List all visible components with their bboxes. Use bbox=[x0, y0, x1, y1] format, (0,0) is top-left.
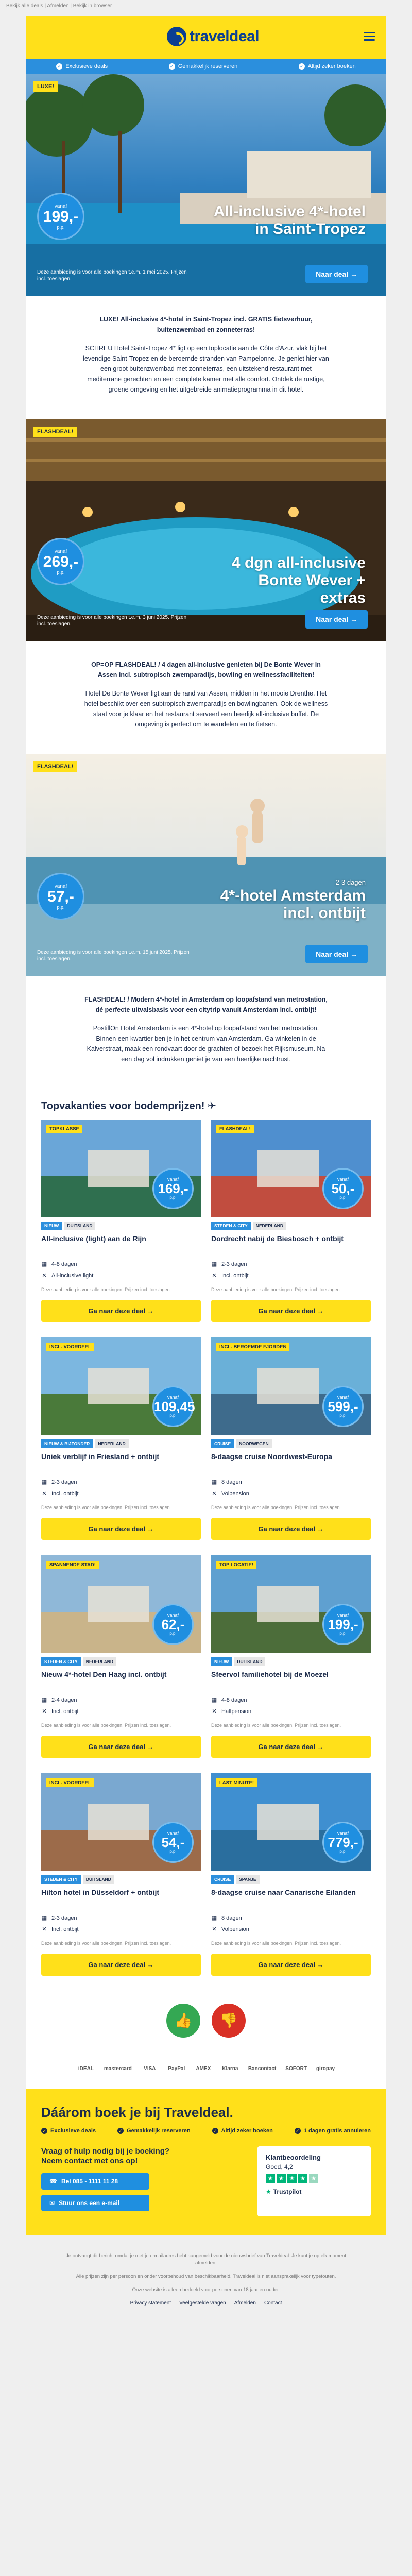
calendar-icon: ▦ bbox=[211, 1697, 217, 1703]
deal-body: PostillOn Hotel Amsterdam is een 4*-hotel op loopafstand van het metrostation. Binnen een kwartier ben je in het centrum van Amsterdam. Ga winkelen in de Kalverstraat, maak een rondvaart door de grachten of bezoek het Rijksmuseum. Na een dag vol indrukken geniet je van een heerlijke nachtrust. bbox=[87, 1025, 325, 1063]
usp-bar bbox=[26, 59, 386, 74]
check-icon: ✓ bbox=[56, 63, 62, 70]
card-image bbox=[41, 1337, 201, 1435]
why-usp: ✓ 1 dagen gratis annuleren bbox=[295, 2128, 371, 2134]
payment-logo: VISA bbox=[144, 2066, 156, 2072]
footer-links bbox=[57, 2300, 355, 2307]
card-chips bbox=[41, 1871, 201, 1888]
star-icon: ★ bbox=[287, 2174, 297, 2183]
country-chip: SPANJE bbox=[236, 1875, 259, 1884]
card-board: ✕ Incl. ontbijt bbox=[41, 1706, 201, 1717]
price-badge: vanaf 199,- p.p. bbox=[37, 193, 84, 240]
card-tag: INCL. BEROEMDE FJORDEN bbox=[216, 1343, 289, 1351]
deal-description bbox=[26, 976, 386, 1089]
review-title: Klantbeoordeling bbox=[266, 2154, 321, 2161]
card-board: ✕ Volpension bbox=[211, 1488, 371, 1499]
why-usp: ✓ Altijd zeker boeken bbox=[212, 2128, 273, 2134]
usp-item: ✓ Exclusieve deals bbox=[56, 63, 108, 70]
deal-card[interactable] bbox=[211, 1337, 371, 1540]
deal-description bbox=[26, 296, 386, 419]
check-icon: ✓ bbox=[41, 2128, 47, 2134]
card-chips bbox=[41, 1435, 201, 1452]
why-usps bbox=[41, 2128, 371, 2134]
card-title[interactable]: Nieuw 4*-hotel Den Haag incl. ontbijt bbox=[41, 1670, 167, 1679]
card-tag: FLASHDEAL! bbox=[216, 1125, 254, 1133]
cutlery-icon: ✕ bbox=[212, 1708, 217, 1715]
review-score: Goed, 4,2 bbox=[266, 2163, 293, 2171]
logo-icon bbox=[167, 27, 186, 46]
deal-tag: FLASHDEAL! bbox=[33, 427, 77, 437]
deal-cta-button[interactable]: Naar deal → bbox=[305, 945, 368, 963]
payment-logo: mastercard bbox=[104, 2066, 132, 2072]
contact-left bbox=[41, 2146, 175, 2216]
card-board: ✕ All-inclusive light bbox=[41, 1270, 201, 1281]
card-tag: SPANNENDE STAD! bbox=[46, 1561, 99, 1569]
mail-icon: ✉ bbox=[49, 2199, 55, 2207]
card-note: Deze aanbieding is voor alle boekingen. Prijzen incl. toeslagen. bbox=[41, 1505, 171, 1510]
check-icon: ✓ bbox=[299, 63, 305, 70]
cutlery-icon: ✕ bbox=[42, 1708, 47, 1715]
payment-logo: AMEX bbox=[196, 2066, 211, 2072]
payment-logo: SOFORT bbox=[285, 2066, 307, 2072]
card-days: ▦ 8 dagen bbox=[211, 1477, 371, 1488]
contact-question: Vraag of hulp nodig bij je boeking? Neem contact met ons op! bbox=[41, 2147, 170, 2165]
country-chip: NEDERLAND bbox=[95, 1439, 128, 1448]
star-icon: ★ bbox=[298, 2174, 307, 2183]
footer-link[interactable]: Veelgestelde vragen bbox=[179, 2300, 226, 2306]
phone-icon: ☎ bbox=[49, 2178, 57, 2185]
card-image bbox=[41, 1120, 201, 1217]
category-chip: STEDEN & CITY bbox=[41, 1657, 81, 1666]
card-title[interactable]: Sfeervol familiehotel bij de Moezel bbox=[211, 1670, 329, 1679]
usp-item: ✓ Gemakkelijk reserveren bbox=[169, 63, 238, 70]
card-title[interactable]: 8-daagse cruise naar Canarische Eilanden bbox=[211, 1888, 356, 1896]
footer-link[interactable]: Privacy statement bbox=[130, 2300, 171, 2306]
card-days: ▦ 4-8 dagen bbox=[211, 1694, 371, 1706]
rating-stars bbox=[266, 2174, 363, 2183]
card-image bbox=[211, 1120, 371, 1217]
price-badge: vanaf 169,- p.p. bbox=[152, 1168, 194, 1209]
card-board: ✕ Halfpension bbox=[211, 1706, 371, 1717]
deal-card[interactable] bbox=[41, 1773, 201, 1976]
deal-title: 2-3 dagen 4*-hotel Amsterdam incl. ontbijt bbox=[216, 878, 366, 922]
card-image bbox=[211, 1337, 371, 1435]
deal-hero[interactable] bbox=[26, 754, 386, 976]
deal-lead: LUXE! All-inclusive 4*-hotel in Saint-Tropez incl. GRATIS fietsverhuur, buitenzwembad en zonneterras! bbox=[99, 316, 313, 333]
price-badge: vanaf 269,- p.p. bbox=[37, 538, 84, 585]
logo[interactable] bbox=[167, 27, 259, 46]
card-note: Deze aanbieding is voor alle boekingen. Prijzen incl. toeslagen. bbox=[211, 1287, 341, 1292]
deal-body: Hotel De Bonte Wever ligt aan de rand van Assen, midden in het mooie Drenthe. Het hotel beschikt over een subtropisch zwemparadijs en bowlingbanen. Ook de wellness staat voor je klaar en het restaurant serveert een heerlijk all-inclusive buffet. De omgeving is perfect om te wandelen en te fietsen. bbox=[84, 690, 328, 728]
review-box[interactable] bbox=[258, 2146, 371, 2216]
cutlery-icon: ✕ bbox=[42, 1273, 47, 1279]
deal-card[interactable] bbox=[211, 1555, 371, 1758]
price-badge: vanaf 50,- p.p. bbox=[322, 1168, 364, 1209]
card-chips bbox=[211, 1653, 371, 1670]
category-chip: CRUISE bbox=[211, 1875, 234, 1884]
deal-card[interactable] bbox=[41, 1337, 201, 1540]
price-badge: vanaf 57,- p.p. bbox=[37, 873, 84, 920]
unsubscribe-link[interactable]: Afmelden bbox=[47, 3, 69, 9]
price-badge: vanaf 199,- p.p. bbox=[322, 1604, 364, 1645]
check-icon: ✓ bbox=[295, 2128, 301, 2134]
card-board: ✕ Incl. ontbijt bbox=[211, 1270, 371, 1281]
card-chips bbox=[211, 1217, 371, 1234]
card-note: Deze aanbieding is voor alle boekingen. Prijzen incl. toeslagen. bbox=[41, 1287, 171, 1292]
usp-item: ✓ Altijd zeker boeken bbox=[299, 63, 356, 70]
browser-link[interactable]: Bekijk in browser bbox=[73, 3, 112, 9]
deal-card[interactable] bbox=[211, 1773, 371, 1976]
card-cta-button[interactable]: Ga naar deze deal → bbox=[41, 1518, 201, 1540]
calendar-icon: ▦ bbox=[211, 1479, 217, 1485]
email-body bbox=[26, 16, 386, 2317]
cutlery-icon: ✕ bbox=[212, 1273, 217, 1279]
country-chip: DUITSLAND bbox=[64, 1222, 95, 1230]
deal-hero[interactable] bbox=[26, 419, 386, 641]
check-icon: ✓ bbox=[117, 2128, 124, 2134]
card-image bbox=[41, 1555, 201, 1653]
card-title[interactable]: 8-daagse cruise Noordwest-Europa bbox=[211, 1452, 332, 1461]
card-cta-button[interactable]: Ga naar deze deal → bbox=[211, 1736, 371, 1758]
logo-text: traveldeal bbox=[190, 28, 260, 45]
hero-image bbox=[26, 419, 386, 641]
price-badge: vanaf 779,- p.p. bbox=[322, 1822, 364, 1863]
card-tag: TOPKLASSE bbox=[46, 1125, 82, 1133]
card-cta-button[interactable]: Ga naar deze deal → bbox=[41, 1736, 201, 1758]
calendar-icon: ▦ bbox=[41, 1915, 47, 1921]
payment-logo: Bancontact bbox=[248, 2066, 277, 2072]
card-days: ▦ 2-3 dagen bbox=[211, 1259, 371, 1270]
card-cta-button[interactable]: Ga naar deze deal → bbox=[211, 1518, 371, 1540]
thumbs-up-icon[interactable]: 👍 bbox=[166, 2004, 200, 2038]
deal-lead: OP=OP FLASHDEAL! / 4 dagen all-inclusive genieten bij De Bonte Wever in Assen incl. subtropisch zwemparadijs, bowling en wellnessfaciliteiten! bbox=[91, 661, 321, 679]
deal-card[interactable] bbox=[41, 1120, 201, 1322]
preheader: Bekijk alle deals | Afmelden | Bekijk in browser bbox=[6, 3, 112, 9]
deal-cta-button[interactable]: Naar deal → bbox=[305, 610, 368, 629]
check-icon: ✓ bbox=[169, 63, 175, 70]
footer-text: Je ontvangt dit bericht omdat je met je e-mailadres hebt aangemeld voor de nieuwsbrief van Traveldeal. Je kunt je op elk moment afmelden. bbox=[66, 2253, 346, 2266]
card-note: Deze aanbieding is voor alle boekingen. Prijzen incl. toeslagen. bbox=[211, 1941, 341, 1946]
card-chips bbox=[211, 1435, 371, 1452]
payment-logo: Klarna bbox=[222, 2066, 238, 2072]
card-title[interactable]: Dordrecht nabij de Biesbosch + ontbijt bbox=[211, 1234, 344, 1243]
payment-logo: PayPal bbox=[168, 2066, 185, 2072]
card-note: Deze aanbieding is voor alle boekingen. Prijzen incl. toeslagen. bbox=[211, 1505, 341, 1510]
card-note: Deze aanbieding is voor alle boekingen. Prijzen incl. toeslagen. bbox=[41, 1941, 171, 1946]
deal-title: All-inclusive 4*-hotel in Saint-Tropez bbox=[213, 203, 366, 238]
why-section bbox=[26, 2089, 386, 2235]
cutlery-icon: ✕ bbox=[212, 1926, 217, 1933]
card-days: ▦ 4-8 dagen bbox=[41, 1259, 201, 1270]
trustpilot-logo: ★ Trustpilot bbox=[266, 2188, 302, 2195]
calendar-icon: ▦ bbox=[41, 1479, 47, 1485]
card-days: ▦ 2-3 dagen bbox=[41, 1477, 201, 1488]
deal-note: Deze aanbieding is voor alle boekingen t.e.m. 15 juni 2025. Prijzen incl. toeslagen. bbox=[37, 950, 190, 962]
deal-body: SCHREU Hotel Saint-Tropez 4* ligt op een toplocatie aan de Côte d'Azur, vlak bij het levendige Saint-Tropez en de beroemde stranden van Pampelonne. Je geniet hier van een groot buitenzwembad met zonneterras, een uitstekend restaurant met mediterrane gerechten en een complete kamer met alle comfort. Ontdek de rustige, groene omgeving en het uitgebreide animatieprogramma in dit hotel. bbox=[83, 345, 329, 393]
card-chips bbox=[211, 1871, 371, 1888]
card-tag: INCL. VOORDEEL bbox=[46, 1343, 94, 1351]
category-chip: CRUISE bbox=[211, 1439, 234, 1448]
section-title: Topvakanties voor bodemprijzen! ✈ bbox=[41, 1100, 216, 1112]
calendar-icon: ▦ bbox=[41, 1697, 47, 1703]
card-image bbox=[211, 1555, 371, 1653]
calendar-icon: ▦ bbox=[211, 1915, 217, 1921]
category-chip: NIEUW bbox=[41, 1222, 62, 1230]
price-badge: vanaf 54,- p.p. bbox=[152, 1822, 194, 1863]
card-title[interactable]: Hilton hotel in Düsseldorf + ontbijt bbox=[41, 1888, 160, 1896]
why-title: Dáárom boek je bij Traveldeal. bbox=[41, 2105, 233, 2120]
country-chip: DUITSLAND bbox=[83, 1875, 114, 1884]
call-button[interactable]: ☎ Bel 085 - 1111 11 28 bbox=[41, 2173, 149, 2190]
deal-card[interactable] bbox=[211, 1120, 371, 1322]
price-badge: vanaf 62,- p.p. bbox=[152, 1604, 194, 1645]
country-chip: DUITSLAND bbox=[234, 1657, 265, 1666]
country-chip: NEDERLAND bbox=[253, 1222, 286, 1230]
payment-methods bbox=[26, 2053, 386, 2089]
card-note: Deze aanbieding is voor alle boekingen. Prijzen incl. toeslagen. bbox=[211, 1723, 341, 1728]
thumbs-down-icon[interactable]: 👎 bbox=[212, 2004, 246, 2038]
footer-text: Onze website is alleen bedoeld voor personen van 18 jaar en ouder. bbox=[132, 2287, 280, 2293]
category-chip: STEDEN & CITY bbox=[211, 1222, 251, 1230]
deal-lead: FLASHDEAL! / Modern 4*-hotel in Amsterdam op loopafstand van metrostation, dé perfecte uitvalsbasis voor een citytrip vanuit Amsterdam incl. ontbijt! bbox=[84, 996, 328, 1013]
footer-text: Alle prijzen zijn per persoon en onder voorbehoud van beschikbaarheid. Traveldeal is niet aansprakelijk voor typefouten. bbox=[76, 2274, 336, 2279]
deal-tag: FLASHDEAL! bbox=[33, 761, 77, 772]
country-chip: NEDERLAND bbox=[83, 1657, 116, 1666]
card-title[interactable]: Uniek verblijf in Friesland + ontbijt bbox=[41, 1452, 160, 1461]
deal-tag: LUXE! bbox=[33, 81, 58, 92]
calendar-icon: ▦ bbox=[41, 1261, 47, 1267]
deal-hero[interactable] bbox=[26, 74, 386, 296]
card-cta-button[interactable]: Ga naar deze deal → bbox=[41, 1300, 201, 1322]
card-tag: INCL. VOORDEEL bbox=[46, 1778, 94, 1787]
deal-grid bbox=[26, 1120, 386, 1983]
cutlery-icon: ✕ bbox=[212, 1490, 217, 1497]
deal-description bbox=[26, 641, 386, 754]
category-chip: NIEUW bbox=[211, 1657, 232, 1666]
card-cta-button[interactable]: Ga naar deze deal → bbox=[211, 1954, 371, 1976]
card-cta-button[interactable]: Ga naar deze deal → bbox=[41, 1954, 201, 1976]
hero-image bbox=[26, 74, 386, 296]
card-days: ▦ 2-3 dagen bbox=[41, 1912, 201, 1924]
country-chip: NOORWEGEN bbox=[236, 1439, 271, 1448]
deal-title: 4 dgn all-inclusive Bonte Wever + extras bbox=[231, 554, 366, 606]
price-badge: vanaf 599,- p.p. bbox=[322, 1386, 364, 1427]
why-usp: ✓ Exclusieve deals bbox=[41, 2128, 96, 2134]
contact bbox=[41, 2146, 371, 2216]
card-image bbox=[211, 1773, 371, 1871]
category-chip: STEDEN & CITY bbox=[41, 1875, 81, 1884]
card-chips bbox=[41, 1217, 201, 1234]
card-chips bbox=[41, 1653, 201, 1670]
card-tag: LAST MINUTE! bbox=[216, 1778, 257, 1787]
card-title[interactable]: All-inclusive (light) aan de Rijn bbox=[41, 1234, 146, 1243]
deal-subtitle: 2-3 dagen bbox=[335, 878, 366, 886]
calendar-icon: ▦ bbox=[211, 1261, 217, 1267]
footer-link[interactable]: Afmelden bbox=[234, 2300, 256, 2306]
payment-logo: iDEAL bbox=[78, 2066, 94, 2072]
footer-link[interactable]: Contact bbox=[264, 2300, 282, 2306]
preheader-link[interactable]: Bekijk alle deals bbox=[6, 3, 43, 9]
price-badge: vanaf 109,45 p.p. bbox=[152, 1386, 194, 1427]
card-note: Deze aanbieding is voor alle boekingen. Prijzen incl. toeslagen. bbox=[41, 1723, 171, 1728]
cutlery-icon: ✕ bbox=[42, 1926, 47, 1933]
deal-card[interactable] bbox=[41, 1555, 201, 1758]
deal-cta-button[interactable]: Naar deal → bbox=[305, 265, 368, 283]
star-icon: ★ bbox=[266, 2174, 275, 2183]
card-tag: TOP LOCATIE! bbox=[216, 1561, 256, 1569]
hero-image bbox=[26, 754, 386, 976]
cutlery-icon: ✕ bbox=[42, 1490, 47, 1497]
footer bbox=[26, 2235, 386, 2317]
feedback bbox=[26, 1983, 386, 2053]
card-board: ✕ Incl. ontbijt bbox=[41, 1488, 201, 1499]
payment-logo: giropay bbox=[316, 2066, 335, 2072]
menu-icon[interactable] bbox=[364, 32, 375, 41]
deal-note: Deze aanbieding is voor alle boekingen t.e.m. 3 juni 2025. Prijzen incl. toeslagen. bbox=[37, 615, 187, 627]
mail-button[interactable]: ✉ Stuur ons een e-mail bbox=[41, 2195, 149, 2211]
category-chip: NIEUW & BIJZONDER bbox=[41, 1439, 93, 1448]
header bbox=[26, 16, 386, 59]
card-days: ▦ 2-4 dagen bbox=[41, 1694, 201, 1706]
star-icon: ★ bbox=[277, 2174, 286, 2183]
check-icon: ✓ bbox=[212, 2128, 218, 2134]
card-board: ✕ Incl. ontbijt bbox=[41, 1924, 201, 1935]
card-cta-button[interactable]: Ga naar deze deal → bbox=[211, 1300, 371, 1322]
star-icon: ★ bbox=[309, 2174, 318, 2183]
card-board: ✕ Volpension bbox=[211, 1924, 371, 1935]
deal-note: Deze aanbieding is voor alle boekingen t.e.m. 1 mei 2025. Prijzen incl. toeslagen. bbox=[37, 269, 187, 282]
card-image bbox=[41, 1773, 201, 1871]
card-days: ▦ 8 dagen bbox=[211, 1912, 371, 1924]
why-usp: ✓ Gemakkelijk reserveren bbox=[117, 2128, 191, 2134]
